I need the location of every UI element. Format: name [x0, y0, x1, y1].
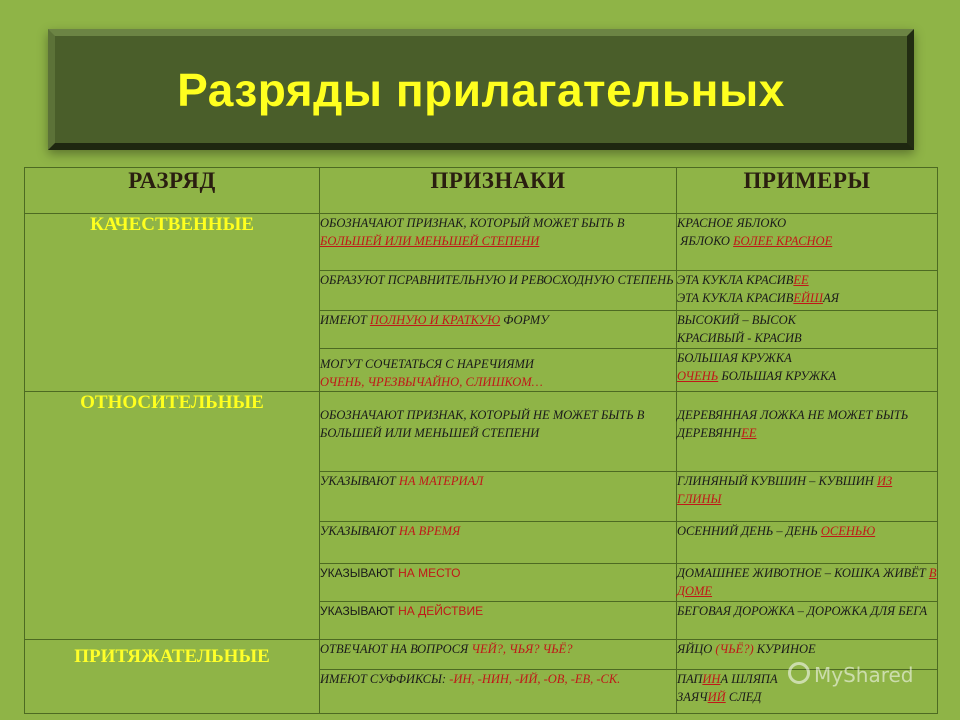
- adjective-categories-table: [24, 167, 938, 714]
- feature-text: ИМЕЮТ СУФФИКСЫ:: [320, 672, 450, 686]
- example-text: ОСЕННИЙ ДЕНЬ – ДЕНЬ: [677, 524, 821, 538]
- example-cell: [677, 564, 938, 602]
- example-cell: БЕГОВАЯ ДОРОЖКА – ДОРОЖКА ДЛЯ БЕГА: [677, 602, 938, 640]
- example-text: БОЛЬШАЯ КРУЖКА: [718, 369, 837, 383]
- example-cell: [677, 392, 938, 472]
- feature-highlight: ЧЕЙ?, ЧЬЯ? ЧЬЁ?: [471, 642, 573, 656]
- example-cell: [677, 311, 938, 349]
- feature-text: УКАЗЫВАЮТ: [320, 604, 399, 618]
- feature-cell: [320, 564, 677, 602]
- feature-cell: [320, 311, 677, 349]
- feature-highlight: ПОЛНУЮ И КРАТКУЮ: [369, 313, 501, 327]
- feature-cell: [320, 670, 677, 714]
- table-header-row: [25, 168, 938, 214]
- example-highlight: В ДОМЕ: [677, 566, 937, 598]
- feature-cell: [320, 602, 677, 640]
- feature-cell: [320, 214, 677, 271]
- example-highlight: ИЗ ГЛИНЫ: [677, 474, 893, 506]
- title-banner: [48, 29, 914, 150]
- feature-highlight: -ИН, -НИН, -ИЙ, -ОВ, -ЕВ, -СК.: [449, 672, 621, 686]
- feature-text: УКАЗЫВАЮТ: [320, 474, 399, 488]
- category-possessive: ПРИТЯЖАТЕЛЬНЫЕ: [25, 640, 320, 714]
- example-text: ДОМАШНЕЕ ЖИВОТНОЕ – КОШКА ЖИВЁТ: [677, 566, 929, 580]
- example-highlight: БОЛЕЕ КРАСНОЕ: [733, 234, 833, 248]
- feature-highlight: БОЛЬШЕЙ ИЛИ МЕНЬШЕЙ СТЕПЕНИ: [320, 234, 540, 248]
- feature-cell: [320, 349, 677, 392]
- example-cell: [677, 670, 938, 714]
- example-text: ЭТА КУКЛА КРАСИВ: [677, 291, 794, 305]
- category-qualitative: КАЧЕСТВЕННЫЕ: [25, 214, 320, 392]
- category-relative: ОТНОСИТЕЛЬНЫЕ: [25, 392, 320, 640]
- watermark-text: MyShared: [814, 663, 914, 687]
- example-text: КРАСИВЫЙ - КРАСИВ: [677, 331, 802, 345]
- example-highlight: ОСЕНЬЮ: [820, 524, 876, 538]
- table-row: [25, 640, 938, 670]
- feature-text: ФОРМУ: [500, 313, 549, 327]
- example-highlight: ЕЕ: [741, 426, 757, 440]
- feature-highlight: НА ВРЕМЯ: [398, 524, 461, 538]
- feature-cell: [320, 472, 677, 522]
- example-text: КУРИНОЕ: [753, 642, 816, 656]
- header-features: ПРИЗНАКИ: [320, 168, 677, 214]
- example-text: ЯЙЦО: [677, 642, 716, 656]
- example-highlight: ЕЕ: [793, 273, 809, 287]
- example-text: КРАСНОЕ ЯБЛОКО: [677, 216, 787, 230]
- example-highlight: (ЧЬЁ?): [715, 642, 754, 656]
- feature-cell: [320, 640, 677, 670]
- feature-cell: [320, 522, 677, 564]
- example-text: СЛЕД: [725, 690, 762, 704]
- example-text: ВЫСОКИЙ – ВЫСОК: [677, 313, 796, 327]
- feature-cell: ОБОЗНАЧАЮТ ПРИЗНАК, КОТОРЫЙ НЕ МОЖЕТ БЫТЬ В БОЛЬШЕЙ ИЛИ МЕНЬШЕЙ СТЕПЕНИ: [320, 392, 677, 472]
- example-text: А ШЛЯПА: [720, 672, 778, 686]
- page-title: Разряды прилагательных: [177, 63, 785, 116]
- example-text: АЯ: [823, 291, 839, 305]
- header-category: РАЗРЯД: [25, 168, 320, 214]
- example-text: ЗАЯЧ: [677, 690, 708, 704]
- feature-text: МОГУТ СОЧЕТАТЬСЯ С НАРЕЧИЯМИ: [320, 357, 534, 371]
- header-examples: ПРИМЕРЫ: [677, 168, 938, 214]
- example-text: ЭТА КУКЛА КРАСИВ: [677, 273, 794, 287]
- example-cell: [677, 472, 938, 522]
- table-row: [25, 214, 938, 271]
- feature-cell: ОБРАЗУЮТ ПСРАВНИТЕЛЬНУЮ И РЕВОСХОДНУЮ СТЕПЕНЬ: [320, 271, 677, 311]
- feature-highlight: НА ДЕЙСТВИЕ: [398, 604, 484, 618]
- feature-highlight: ОЧЕНЬ, ЧРЕЗВЫЧАЙНО, СЛИШКОМ…: [320, 375, 543, 389]
- example-text: ГЛИНЯНЫЙ КУВШИН – КУВШИН: [677, 474, 877, 488]
- example-text: БОЛЬШАЯ КРУЖКА: [677, 351, 792, 365]
- example-text: ДЕРЕВЯННАЯ ЛОЖКА НЕ МОЖЕТ БЫТЬ ДЕРЕВЯНН: [677, 408, 909, 440]
- example-highlight: ИН: [702, 672, 721, 686]
- feature-text: ИМЕЮТ: [320, 313, 370, 327]
- feature-text: УКАЗЫВАЮТ: [320, 524, 399, 538]
- example-highlight: ИЙ: [707, 690, 726, 704]
- feature-text: ОБОЗНАЧАЮТ ПРИЗНАК, КОТОРЫЙ МОЖЕТ БЫТЬ В: [320, 216, 625, 230]
- table-row: [25, 392, 938, 472]
- example-cell: [677, 522, 938, 564]
- example-text: ПАП: [677, 672, 703, 686]
- example-highlight: ЕЙШ: [793, 291, 824, 305]
- example-highlight: ОЧЕНЬ: [677, 369, 719, 383]
- feature-text: УКАЗЫВАЮТ: [320, 566, 399, 580]
- feature-text: ОТВЕЧАЮТ НА ВОПРОСЯ: [320, 642, 472, 656]
- example-text: ЯБЛОКО: [680, 234, 734, 248]
- example-cell: [677, 349, 938, 392]
- example-cell: [677, 271, 938, 311]
- feature-highlight: НА МЕСТО: [398, 566, 461, 580]
- feature-highlight: НА МАТЕРИАЛ: [398, 474, 484, 488]
- example-cell: [677, 214, 938, 271]
- example-cell: [677, 640, 938, 670]
